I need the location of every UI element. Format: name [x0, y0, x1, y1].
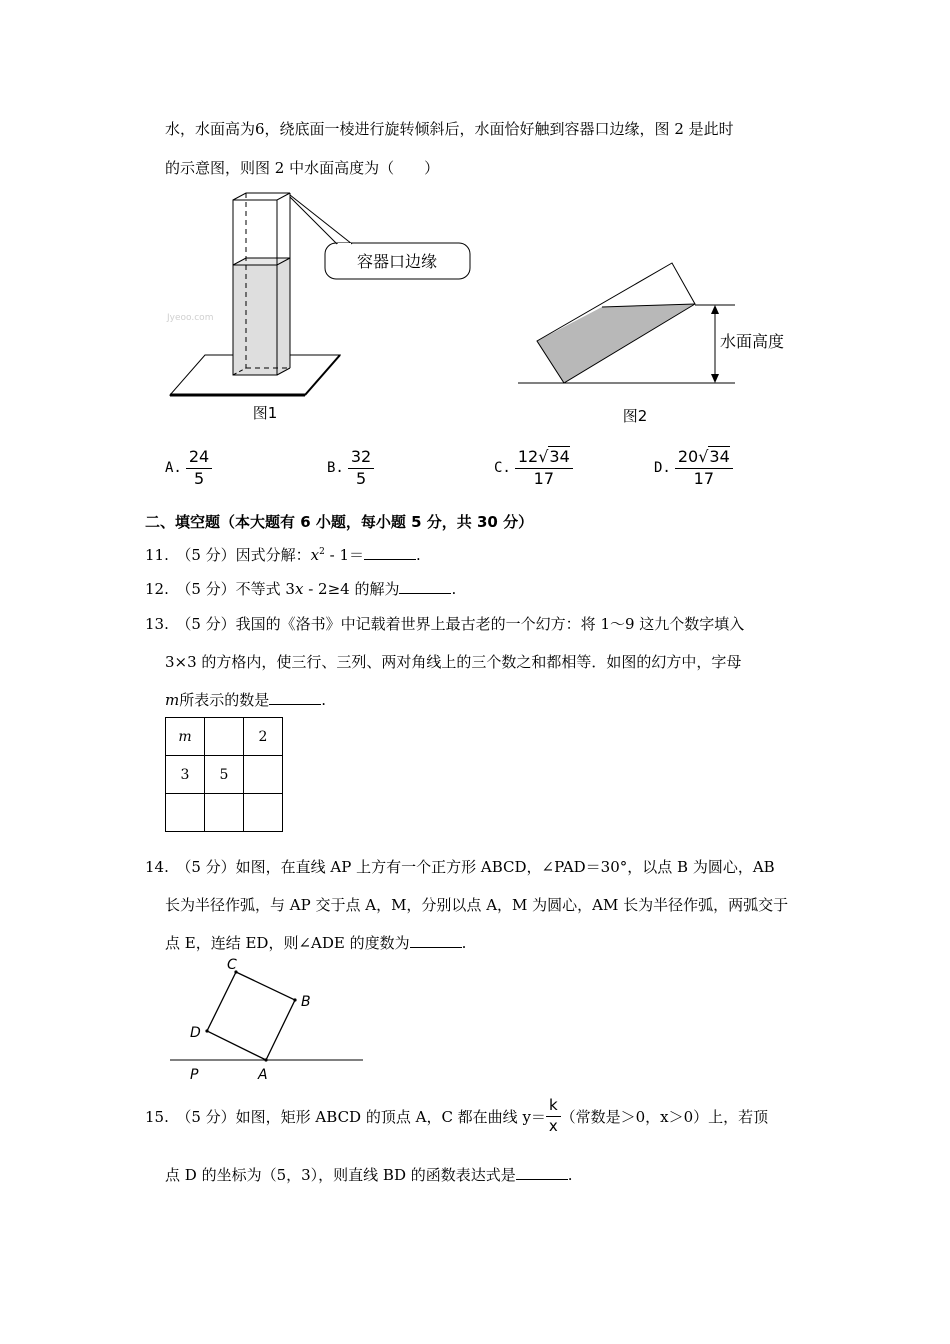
q14-line3 [165, 932, 466, 953]
option-c-numerator [515, 449, 573, 469]
q14-answer-blank[interactable] [410, 933, 462, 948]
label-d: D [190, 1025, 201, 1041]
q13-line3 [165, 689, 326, 710]
option-a-letter: A. [165, 460, 182, 477]
magic-cell: m [166, 718, 205, 756]
q11-text [145, 544, 421, 565]
q13-line1: 13. （5 分）我国的《洛书》中记载着世界上最古老的一个幻方：将 1～9 这九个数字填入 [145, 615, 745, 633]
q14-line2: 长为半径作弧，与 AP 交于点 A，M，分别以点 A，M 为圆心，AM 长为半径作弧，两弧交于 [165, 896, 789, 914]
figure-2-caption: 图2 [622, 407, 648, 425]
figure-1-container [165, 185, 485, 425]
option-c[interactable] [494, 449, 573, 488]
label-p: P [190, 1067, 199, 1083]
q13-answer-blank[interactable] [269, 690, 321, 705]
option-d-numerator [675, 449, 733, 469]
option-c-letter: C. [494, 460, 511, 477]
q12-rest: - 2≥4 的解为 [303, 580, 400, 598]
q12-prefix: 12. （5 分）不等式 3 [145, 580, 295, 598]
option-b-denominator: 5 [355, 468, 367, 488]
option-a-fraction [186, 449, 212, 488]
label-a: A [258, 1067, 268, 1083]
magic-cell [244, 756, 283, 794]
option-b-numerator: 32 [348, 449, 374, 469]
option-d-fraction [675, 449, 733, 488]
q11-exp: 2 [319, 547, 325, 557]
magic-square [165, 717, 283, 832]
magic-cell [166, 794, 205, 832]
q15-line1 [145, 1098, 768, 1135]
q14-figure [160, 955, 380, 1085]
sqrt-icon: √ [538, 447, 549, 466]
q12-text [145, 578, 456, 599]
section-2-title: 二、填空题（本大题有 6 小题，每小题 5 分，共 30 分） [145, 513, 534, 531]
option-d[interactable] [654, 449, 733, 488]
q11-prefix: 11. （5 分）因式分解： [145, 546, 311, 564]
q13-line2: 3×3 的方格内，使三行、三列、两对角线上的三个数之和都相等．如图的幻方中，字母 [165, 653, 742, 671]
q15-answer-blank[interactable] [516, 1165, 568, 1180]
option-c-denominator: 17 [533, 468, 554, 488]
q11-var: x [310, 546, 320, 564]
figure-2-container [515, 255, 815, 435]
q10-text-line1: 水，水面高为6，绕底面一棱进行旋转倾斜后，水面恰好触到容器口边缘，图 2 是此时 [165, 120, 734, 138]
q14-end: . [461, 934, 467, 952]
q15-prefix: 15. （5 分）如图，矩形 ABCD 的顶点 A，C 都在曲线 y＝ [145, 1107, 546, 1126]
label-b: B [301, 994, 311, 1010]
magic-cell: 5 [205, 756, 244, 794]
q11-answer-blank[interactable] [364, 545, 416, 560]
q15-suffix: （常数是＞0，x＞0）上，若顶 [560, 1107, 769, 1126]
magic-cell [244, 794, 283, 832]
option-b-letter: B. [327, 460, 344, 477]
q10-text-line2: 的示意图，则图 2 中水面高度为（ ） [165, 159, 440, 177]
q11-end: . [416, 546, 421, 564]
q15-end: . [567, 1166, 573, 1184]
q13-end: . [321, 691, 327, 709]
q15-numerator: k [546, 1098, 561, 1117]
q14-line3-text: 点 E，连结 ED，则∠ADE 的度数为 [165, 934, 410, 952]
figure-1-caption: 图1 [252, 404, 278, 422]
option-c-coef: 12 [517, 447, 539, 466]
option-d-letter: D. [654, 460, 671, 477]
option-b-fraction [348, 449, 374, 488]
option-a-denominator: 5 [193, 468, 205, 488]
callout-label: 容器口边缘 [356, 252, 438, 271]
magic-cell [205, 794, 244, 832]
container-top [233, 193, 290, 200]
water-fill [233, 258, 290, 375]
option-d-denominator: 17 [693, 468, 714, 488]
magic-cell: 2 [244, 718, 283, 756]
q15-line2-text: 点 D 的坐标为（5，3），则直线 BD 的函数表达式是 [165, 1166, 516, 1184]
q12-end: . [451, 580, 457, 598]
q15-line2 [165, 1164, 573, 1185]
option-d-radicand: 34 [709, 447, 730, 466]
option-a-numerator: 24 [186, 449, 212, 469]
watermark: Jyeoo.com [167, 313, 214, 323]
q13-var: m [165, 691, 180, 709]
option-a[interactable] [165, 449, 212, 488]
height-label: 水面高度 [720, 332, 785, 351]
option-c-radicand: 34 [549, 447, 570, 466]
magic-cell: 3 [166, 756, 205, 794]
square-abcd [207, 972, 295, 1060]
q15-fraction [546, 1098, 561, 1135]
q13-line3-rest: 所表示的数是 [179, 691, 270, 709]
option-d-coef: 20 [677, 447, 699, 466]
option-b[interactable] [327, 449, 374, 488]
sqrt-icon: √ [698, 447, 709, 466]
q11-rest: - 1＝ [324, 546, 365, 564]
q12-var: x [294, 580, 304, 598]
tilted-water [537, 304, 695, 383]
q14-line1: 14. （5 分）如图，在直线 AP 上方有一个正方形 ABCD，∠PAD＝30°，以点 B 为圆心，AB [145, 858, 775, 876]
q15-denominator: x [548, 1116, 558, 1135]
option-c-fraction [515, 449, 573, 488]
magic-cell [205, 718, 244, 756]
q12-answer-blank[interactable] [399, 579, 451, 594]
label-c: C [227, 957, 237, 973]
